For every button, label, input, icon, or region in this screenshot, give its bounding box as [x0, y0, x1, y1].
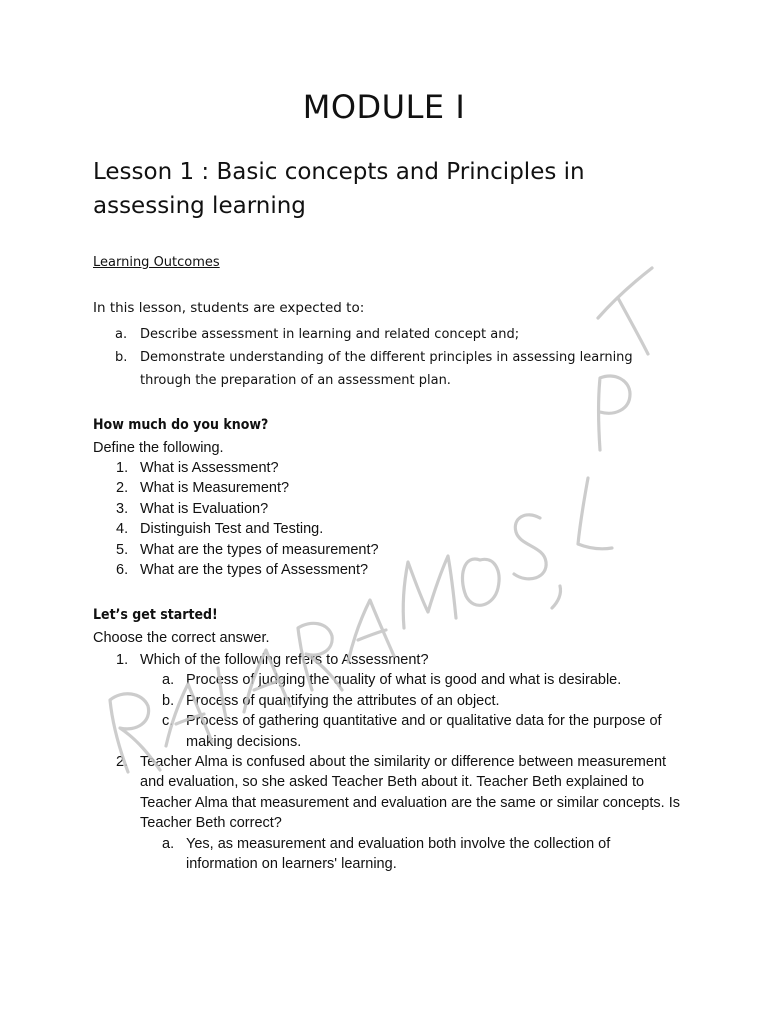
choice-text: Process of quantifying the attributes of an object.: [186, 692, 500, 709]
question-item: [116, 752, 686, 874]
outcome-item: [115, 346, 655, 392]
list-marker: 1.: [116, 460, 129, 476]
learning-outcomes-intro: In this lesson, students are expected to:: [93, 300, 365, 316]
question-text: Which of the following refers to Assessment?: [140, 652, 429, 668]
question-text: Teacher Alma is confused about the similarity or difference between measurement and evaluation, so she asked Teacher Beth about it. Teacher Beth explained to Teacher Alma that measurement and evaluation are the same or similar concepts. Is Teacher Beth correct?: [140, 754, 680, 832]
list-item: [116, 519, 379, 539]
choice-marker: c.: [162, 713, 174, 730]
learning-outcomes-label: Learning Outcomes: [93, 255, 220, 270]
choice-text: Process of judging the quality of what is good and what is desirable.: [186, 672, 622, 689]
outcome-text: Describe assessment in learning and related concept and;: [140, 327, 520, 342]
list-marker: a.: [115, 327, 128, 342]
question-text: Distinguish Test and Testing.: [140, 521, 324, 538]
list-marker: 2.: [116, 754, 129, 771]
module-title: MODULE I: [302, 88, 466, 126]
lets-get-started-heading: Let’s get started!: [93, 607, 218, 623]
choice-item: [162, 711, 686, 752]
choose-instruction: Choose the correct answer.: [93, 630, 270, 646]
list-item: [116, 458, 379, 478]
list-marker: 2.: [116, 480, 129, 497]
question-item: [116, 650, 686, 752]
choice-item: [162, 834, 686, 875]
list-item: [116, 560, 379, 580]
list-marker: 5.: [116, 541, 129, 558]
question-text: What is Assessment?: [140, 460, 279, 476]
list-marker: b.: [115, 350, 128, 365]
list-marker: 3.: [116, 500, 129, 517]
lesson-title: Lesson 1 : Basic concepts and Principles in assessing learning: [93, 159, 585, 219]
outcome-text: Demonstrate understanding of the different principles in assessing learning through the preparation of an assessment plan.: [140, 350, 633, 388]
choice-text: Yes, as measurement and evaluation both involve the collection of information on learners' learning.: [186, 835, 611, 873]
choices-list: [140, 834, 686, 875]
question-text: What are the types of measurement?: [140, 541, 379, 558]
choices-list: [140, 670, 686, 752]
how-much-heading: How much do you know?: [93, 417, 269, 433]
list-item: [116, 478, 379, 498]
learning-outcomes-list: [115, 323, 655, 392]
choice-marker: a.: [162, 672, 175, 689]
list-marker: 4.: [116, 521, 129, 538]
choice-item: [162, 670, 686, 690]
choice-item: [162, 691, 686, 711]
multiple-choice-list: [116, 650, 686, 874]
question-text: What are the types of Assessment?: [140, 562, 369, 579]
list-item: [116, 540, 379, 560]
list-marker: 6.: [116, 562, 129, 579]
list-marker: 1.: [116, 652, 129, 668]
choice-marker: b.: [162, 692, 175, 709]
choice-marker: a.: [162, 835, 175, 852]
outcome-item: [115, 323, 655, 346]
choice-text: Process of gathering quantitative and or qualitative data for the purpose of making decisions.: [186, 713, 662, 750]
question-text: What is Evaluation?: [140, 500, 269, 517]
list-item: [116, 499, 379, 519]
question-text: What is Measurement?: [140, 480, 290, 497]
define-questions-list: [116, 458, 379, 580]
define-instruction: Define the following.: [93, 440, 224, 456]
